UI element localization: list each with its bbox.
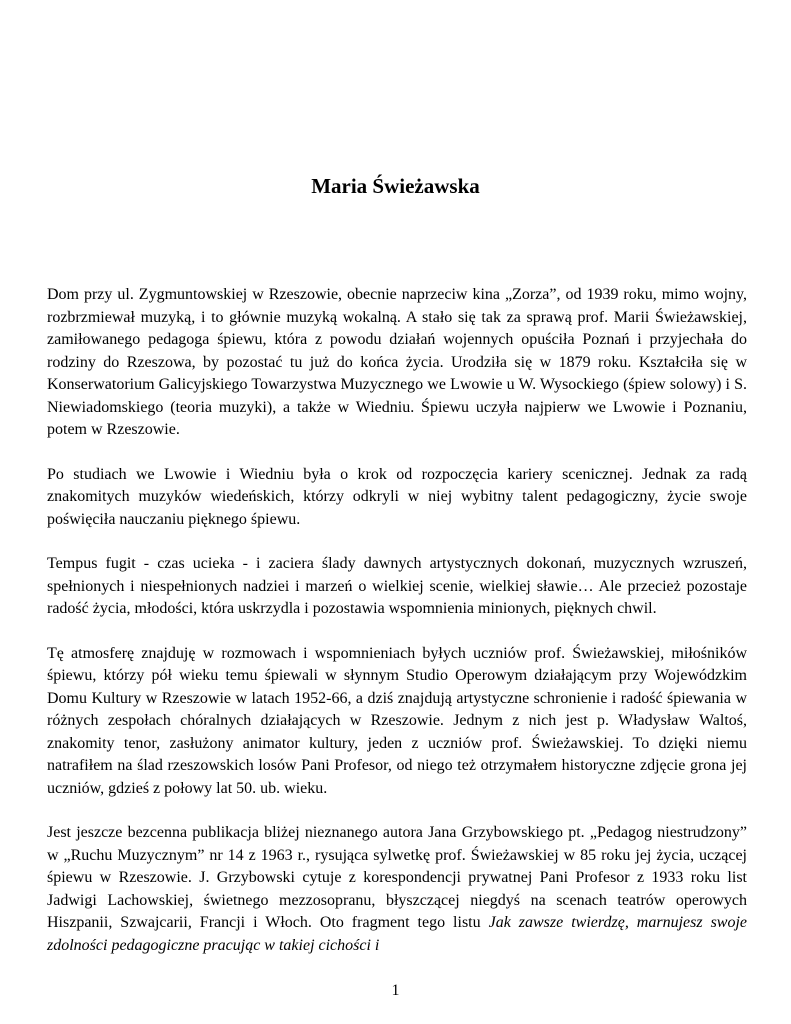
paragraph-2: Po studiach we Lwowie i Wiedniu była o krok od rozpoczęcia kariery scenicznej. Jednak za radą znakomitych muzyków wiedeńskich, którzy odkryli w niej wybitny talent pedagogiczny, życie swoje poświęciła nauczaniu pięknego śpiewu. [47,465,747,528]
paragraph-3: Tempus fugit - czas ucieka - i zaciera ślady dawnych artystycznych dokonań, muzycznych wzruszeń, spełnionych i niespełnionych nadziei i marzeń o wielkiej scenie, wielkiej sławie… Ale przecież pozostaje radość życia, młodości, która uskrzydla i pozostawia wspomnienia minionych, pięknych chwil. [47,555,747,617]
paragraph-1: Dom przy ul. Zygmuntowskiej w Rzeszowie, obecnie naprzeciw kina „Zorza”, od 1939 roku, mimo wojny, rozbrzmiewał muzyką, i to głównie muzyką wokalną. A stało się tak za sprawą prof. Marii Świeżawskiej, zamiłowanego pedagoga śpiewu, która z powodu działań wojennych opuściła Poznań i przyjechała do rodziny do Rzeszowa, by pozostać tu już do końca życia. Urodziła się w 1879 roku. Kształciła się w Konserwatorium Galicyjskiego Towarzystwa Muzycznego we Lwowie u W. Wysockiego (śpiew solowy) i S. Niewiadomskiego (teoria muzyki), a także w Wiedniu. Śpiewu uczyła najpierw we Lwowie i Poznaniu, potem w Rzeszowie. [47,286,747,438]
quoted-letter-fragment: Jak zawsze twierdzę, marnujesz swoje zdolności pedagogiczne pracując w takiej cichości i [47,914,748,954]
document-title: Maria Świeżawska [311,174,480,198]
paragraph-5 [47,822,747,957]
page-number: 1 [391,982,400,999]
paragraph-4: Tę atmosferę znajduję w rozmowach i wspomnieniach byłych uczniów prof. Świeżawskiej, miłośników śpiewu, którzy pół wieku temu śpiewali w słynnym Studio Operowym działającym przy Wojewódzkim Domu Kultury w Rzeszowie w latach 1952-66, a dziś znajdują artystyczne schronienie i radość śpiewania w różnych zespołach chóralnych działających w Rzeszowie. Jednym z nich jest p. Władysław Waltoś, znakomity tenor, zasłużony animator kultury, jeden z uczniów prof. Świeżawskiej. To dzięki niemu natrafiłem na ślad rzeszowskich losów Pani Profesor, od niego też otrzymałem historyczne zdjęcie grona jej uczniów, gdzieś z połowy lat 50. ub. wieku. [47,644,747,797]
paragraph-5-text: Jest jeszcze bezcenna publikacja bliżej nieznanego autora Jana Grzybowskiego pt. „Pedagog niestrudzony” w „Ruchu Muzycznym” nr 14 z 1963 r., rysująca sylwetkę prof. Świeżawskiej w 85 roku jej życia, uczącej śpiewu w Rzeszowie. J. Grzybowski cytuje z korespondencji prywatnej Pani Profesor z 1933 roku list Jadwigi Lachowskiej, świetnego mezzosopranu, błyszczącej niegdyś na scenach teatrów operowych Hiszpanii, Szwajcarii, Francji i Włoch. Oto fragment tego listu [47,824,747,931]
document-body [47,284,747,979]
